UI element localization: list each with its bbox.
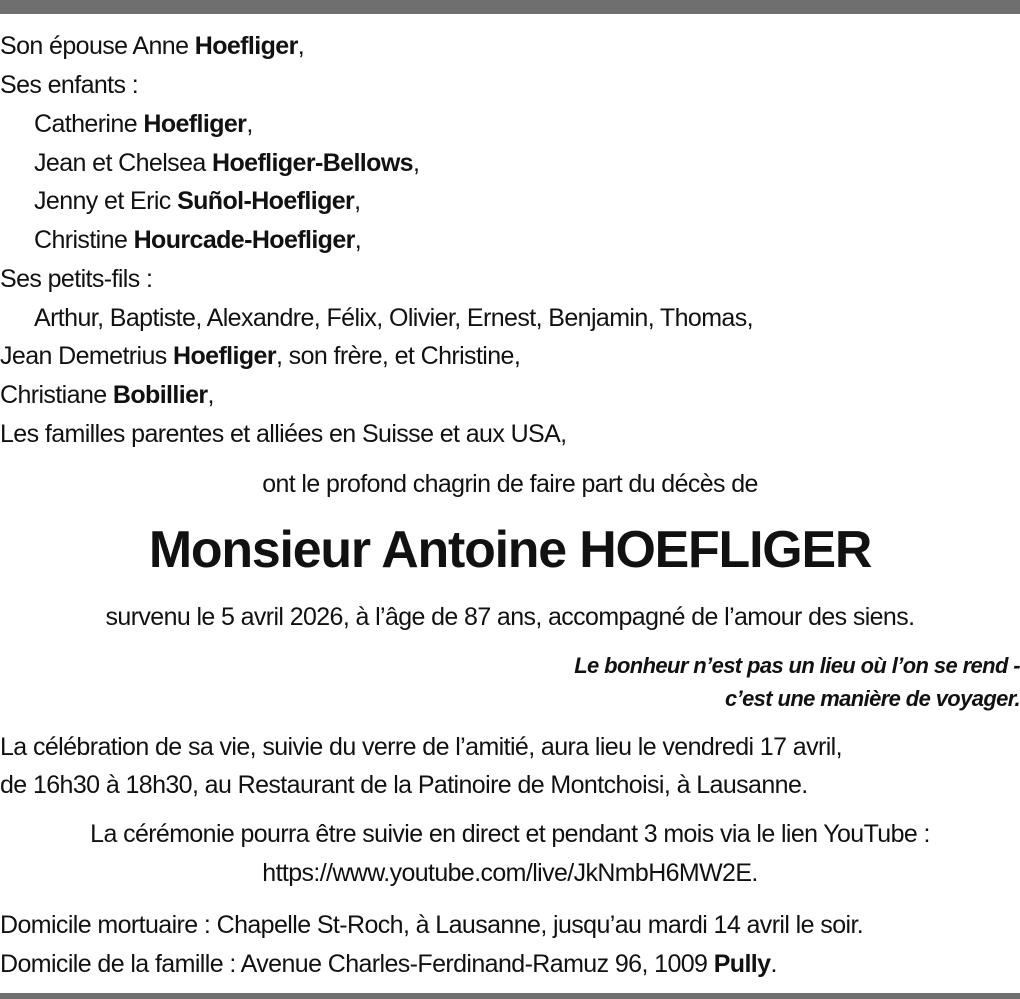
wife-given: Son épouse Anne	[0, 32, 195, 60]
announcement-intro: ont le profond chagrin de faire part du décès de	[262, 470, 758, 498]
quote-line-1: Le bonheur n’est pas un lieu où l’on se rend -	[574, 653, 1020, 678]
child-surname: Hoefliger-Bellows	[212, 149, 413, 177]
child-given: Jenny et Eric	[34, 187, 178, 215]
grandchildren-list: Arthur, Baptiste, Alexandre, Félix, Olivier, Ernest, Benjamin, Thomas,	[34, 304, 753, 332]
child-surname: Hoefliger	[143, 110, 247, 138]
child-given: Christine	[34, 226, 134, 254]
child-given: Catherine	[34, 110, 144, 138]
family-address	[0, 949, 777, 979]
children-heading: Ses enfants :	[0, 71, 139, 99]
wife-suffix: ,	[297, 32, 305, 60]
youtube-link[interactable]: https://www.youtube.com/live/JkNmbH6MW2E.	[262, 859, 758, 887]
child-line-4	[34, 225, 361, 255]
families-line: Les familles parentes et alliées en Suisse et aux USA,	[0, 420, 567, 448]
brother-surname: Hoefliger	[173, 342, 276, 370]
child-suffix: ,	[354, 187, 361, 215]
child-line-3	[34, 186, 361, 216]
grandchildren-heading: Ses petits-fils :	[0, 265, 153, 293]
top-rule	[0, 0, 1020, 14]
bottom-rule	[0, 993, 1020, 999]
child-surname: Hourcade-Hoefliger	[133, 226, 355, 254]
child-given: Jean et Chelsea	[34, 149, 213, 177]
brother-line	[0, 341, 520, 371]
livestream-line-1: La cérémonie pourra être suivie en direct et pendant 3 mois via le lien YouTube :	[90, 820, 930, 848]
christiane-given: Christiane	[0, 381, 113, 409]
child-suffix: ,	[412, 149, 420, 177]
mortuary-address: Domicile mortuaire : Chapelle St-Roch, à Lausanne, jusqu’au mardi 14 avril le soir.	[0, 911, 864, 939]
child-line-2	[34, 148, 419, 178]
wife-surname: Hoefliger	[194, 32, 298, 60]
brother-given: Jean Demetrius	[0, 342, 174, 370]
celebration-line-2: de 16h30 à 18h30, au Restaurant de la Patinoire de Montchoisi, à Lausanne.	[0, 771, 808, 799]
celebration-line-1: La célébration de sa vie, suivie du verre de l’amitié, aura lieu le vendredi 17 avril,	[0, 733, 842, 761]
family-address-street: Domicile de la famille : Avenue Charles-Ferdinand-Ramuz 96, 1009	[0, 950, 714, 978]
death-details: survenu le 5 avril 2026, à l’âge de 87 ans, accompagné de l’amour des siens.	[105, 603, 915, 631]
deceased-name: Monsieur Antoine HOEFLIGER	[148, 521, 872, 579]
child-suffix: ,	[246, 110, 253, 138]
wife-line	[0, 31, 304, 61]
family-address-suffix: .	[770, 950, 777, 978]
family-address-city: Pully	[713, 950, 771, 978]
child-surname: Suñol-Hoefliger	[177, 187, 355, 215]
christiane-surname: Bobillier	[112, 381, 208, 409]
christiane-suffix: ,	[207, 381, 214, 409]
child-suffix: ,	[354, 226, 362, 254]
quote-line-2: c’est une manière de voyager.	[724, 686, 1020, 711]
child-line-1	[34, 109, 253, 139]
brother-suffix: , son frère, et Christine,	[275, 342, 521, 370]
christiane-line	[0, 380, 214, 410]
